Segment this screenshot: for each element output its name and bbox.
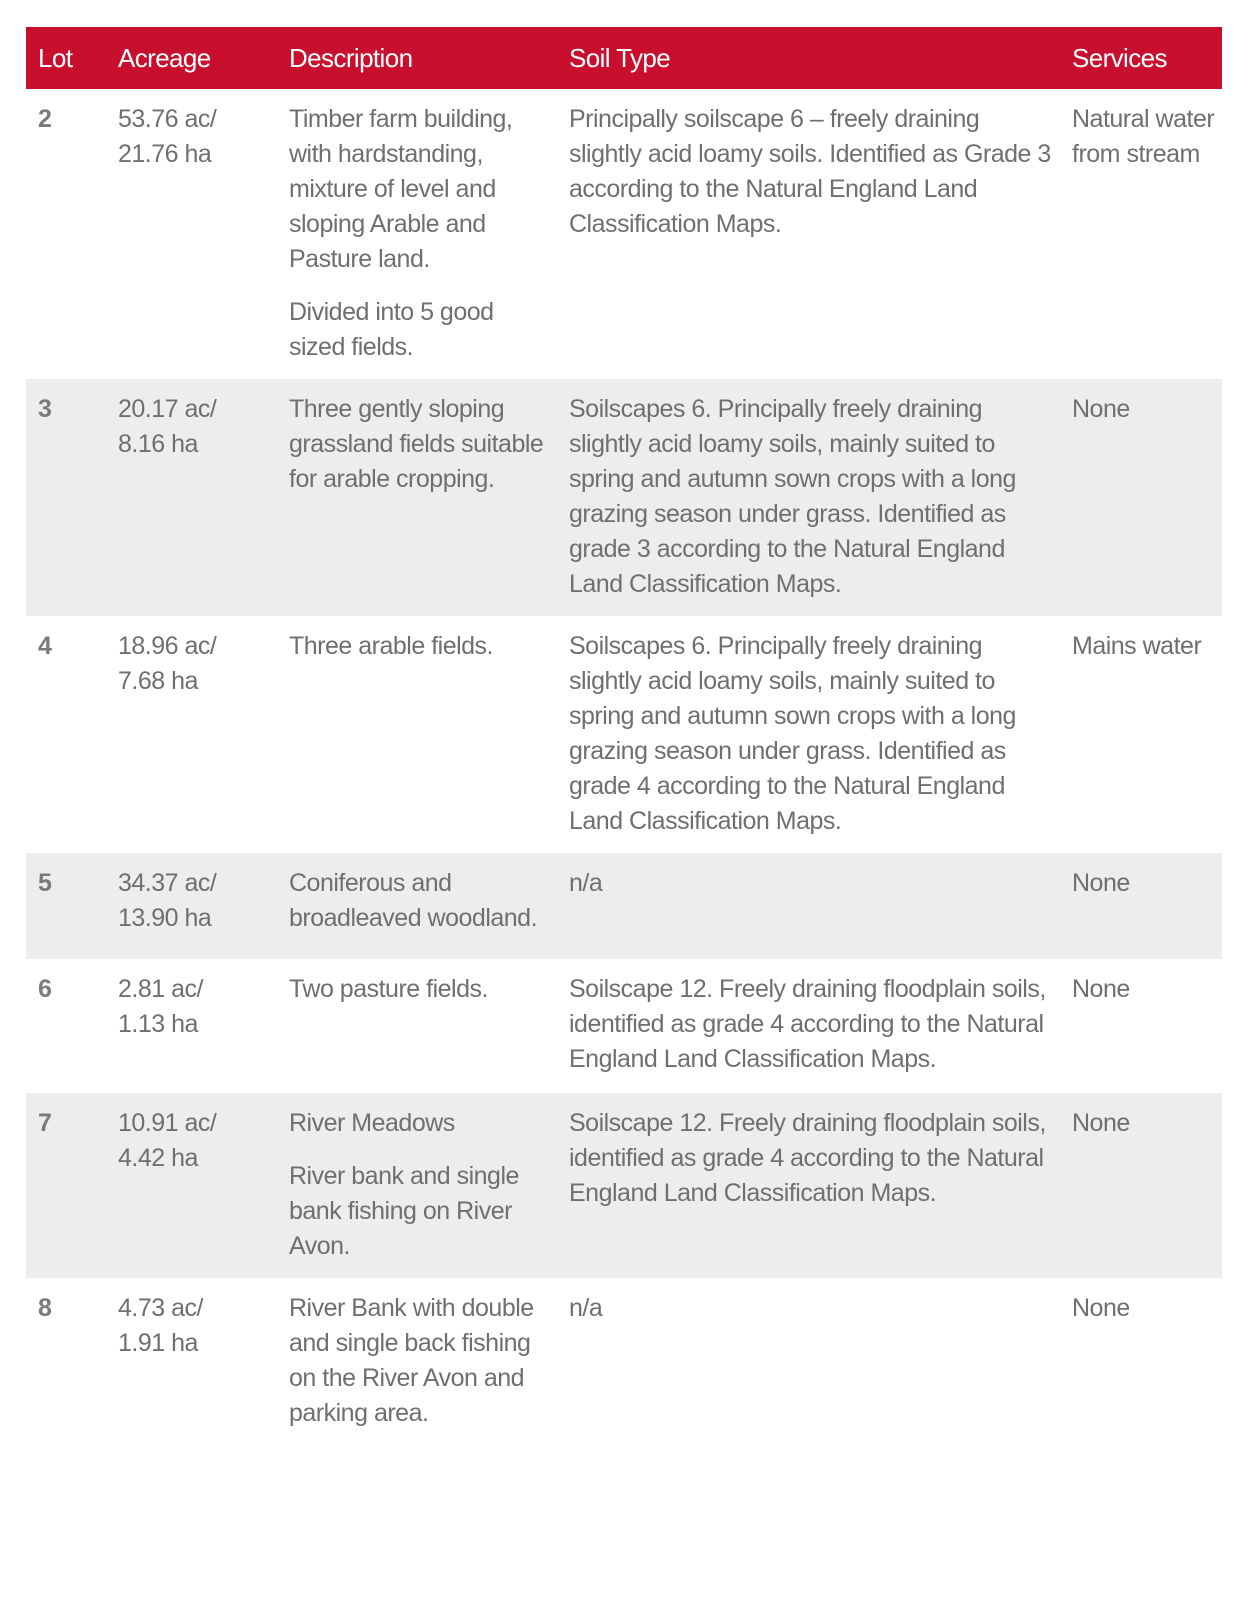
soil-type-cell: n/a: [569, 1294, 603, 1322]
description-text: River bank and single bank fishing on River Avon.: [289, 1162, 519, 1260]
description-cell: [277, 1093, 557, 1278]
description-cell: [277, 853, 557, 959]
acreage-cell: [106, 1093, 277, 1278]
description-text: River Meadows: [289, 1109, 455, 1137]
lot-number: 2: [38, 105, 52, 133]
acreage-cell: [106, 959, 277, 1093]
lot-number: 8: [38, 1294, 52, 1322]
acreage-acres: 4.73 ac/: [118, 1294, 203, 1322]
description-cell: [277, 379, 557, 616]
soil-type-cell: Soilscapes 6. Principally freely draining slightly acid loamy soils, mainly suited to spring and autumn sown crops with a long grazing season under grass. Identified as grade 4 according to the Natural England Land Classification Maps.: [569, 632, 1016, 835]
acreage-cell: [106, 616, 277, 853]
soil-type-cell: Soilscape 12. Freely draining floodplain soils, identified as grade 4 according to the Natural England Land Classification Maps.: [569, 1109, 1046, 1207]
table-row: [26, 959, 1222, 1093]
soil-type-cell: n/a: [569, 869, 603, 897]
services-cell: Natural water from stream: [1072, 105, 1215, 168]
acreage-hectares: 8.16 ha: [118, 430, 198, 458]
acreage-cell: [106, 853, 277, 959]
soil-type-cell: Principally soilscape 6 – freely draining slightly acid loamy soils. Identified as Grade 3 according to the Natural England Land Classification Maps.: [569, 105, 1051, 238]
description-text: Two pasture fields.: [289, 975, 488, 1003]
table-header-row: [26, 27, 1222, 89]
acreage-hectares: 13.90 ha: [118, 904, 212, 932]
services-cell: None: [1072, 1294, 1130, 1322]
acreage-hectares: 1.13 ha: [118, 1010, 198, 1038]
description-cell: [277, 89, 557, 379]
acreage-hectares: 1.91 ha: [118, 1329, 198, 1357]
description-text: River Bank with double and single back fishing on the River Avon and parking area.: [289, 1294, 534, 1427]
header-soil-type: Soil Type: [569, 42, 671, 73]
header-services: Services: [1072, 42, 1167, 73]
acreage-acres: 34.37 ac/: [118, 869, 217, 897]
lot-number: 7: [38, 1109, 52, 1137]
acreage-acres: 20.17 ac/: [118, 395, 217, 423]
services-cell: None: [1072, 395, 1130, 423]
soil-type-cell: Soilscapes 6. Principally freely draining slightly acid loamy soils, mainly suited to spring and autumn sown crops with a long grazing season under grass. Identified as grade 3 according to the Natural England Land Classification Maps.: [569, 395, 1016, 598]
description-text: Timber farm building, with hardstanding, mixture of level and sloping Arable and Pasture land.: [289, 105, 513, 273]
acreage-cell: [106, 1278, 277, 1445]
lots-table: [26, 27, 1222, 1445]
acreage-acres: 53.76 ac/: [118, 105, 217, 133]
services-cell: None: [1072, 1109, 1130, 1137]
description-cell: [277, 616, 557, 853]
description-text: Divided into 5 good sized fields.: [289, 298, 494, 361]
acreage-acres: 10.91 ac/: [118, 1109, 217, 1137]
acreage-hectares: 7.68 ha: [118, 667, 198, 695]
table-row: [26, 379, 1222, 616]
table-row: [26, 853, 1222, 959]
acreage-acres: 18.96 ac/: [118, 632, 217, 660]
table-row: [26, 89, 1222, 379]
lot-number: 6: [38, 975, 52, 1003]
header-acreage: Acreage: [118, 42, 211, 73]
acreage-cell: [106, 379, 277, 616]
table-row: [26, 1093, 1222, 1278]
description-text: Coniferous and broadleaved woodland.: [289, 869, 538, 932]
services-cell: None: [1072, 869, 1130, 897]
table-row: [26, 616, 1222, 853]
header-description: Description: [289, 42, 413, 73]
lot-number: 5: [38, 869, 52, 897]
description-cell: [277, 1278, 557, 1445]
description-text: Three gently sloping grassland fields suitable for arable cropping.: [289, 395, 544, 493]
acreage-acres: 2.81 ac/: [118, 975, 203, 1003]
lot-number: 4: [38, 632, 52, 660]
lot-number: 3: [38, 395, 52, 423]
description-cell: [277, 959, 557, 1093]
services-cell: Mains water: [1072, 632, 1202, 660]
acreage-hectares: 4.42 ha: [118, 1144, 198, 1172]
table-row: [26, 1278, 1222, 1445]
soil-type-cell: Soilscape 12. Freely draining floodplain soils, identified as grade 4 according to the Natural England Land Classification Maps.: [569, 975, 1046, 1073]
description-text: Three arable fields.: [289, 632, 494, 660]
acreage-cell: [106, 89, 277, 379]
header-lot: Lot: [38, 42, 73, 73]
acreage-hectares: 21.76 ha: [118, 140, 212, 168]
services-cell: None: [1072, 975, 1130, 1003]
